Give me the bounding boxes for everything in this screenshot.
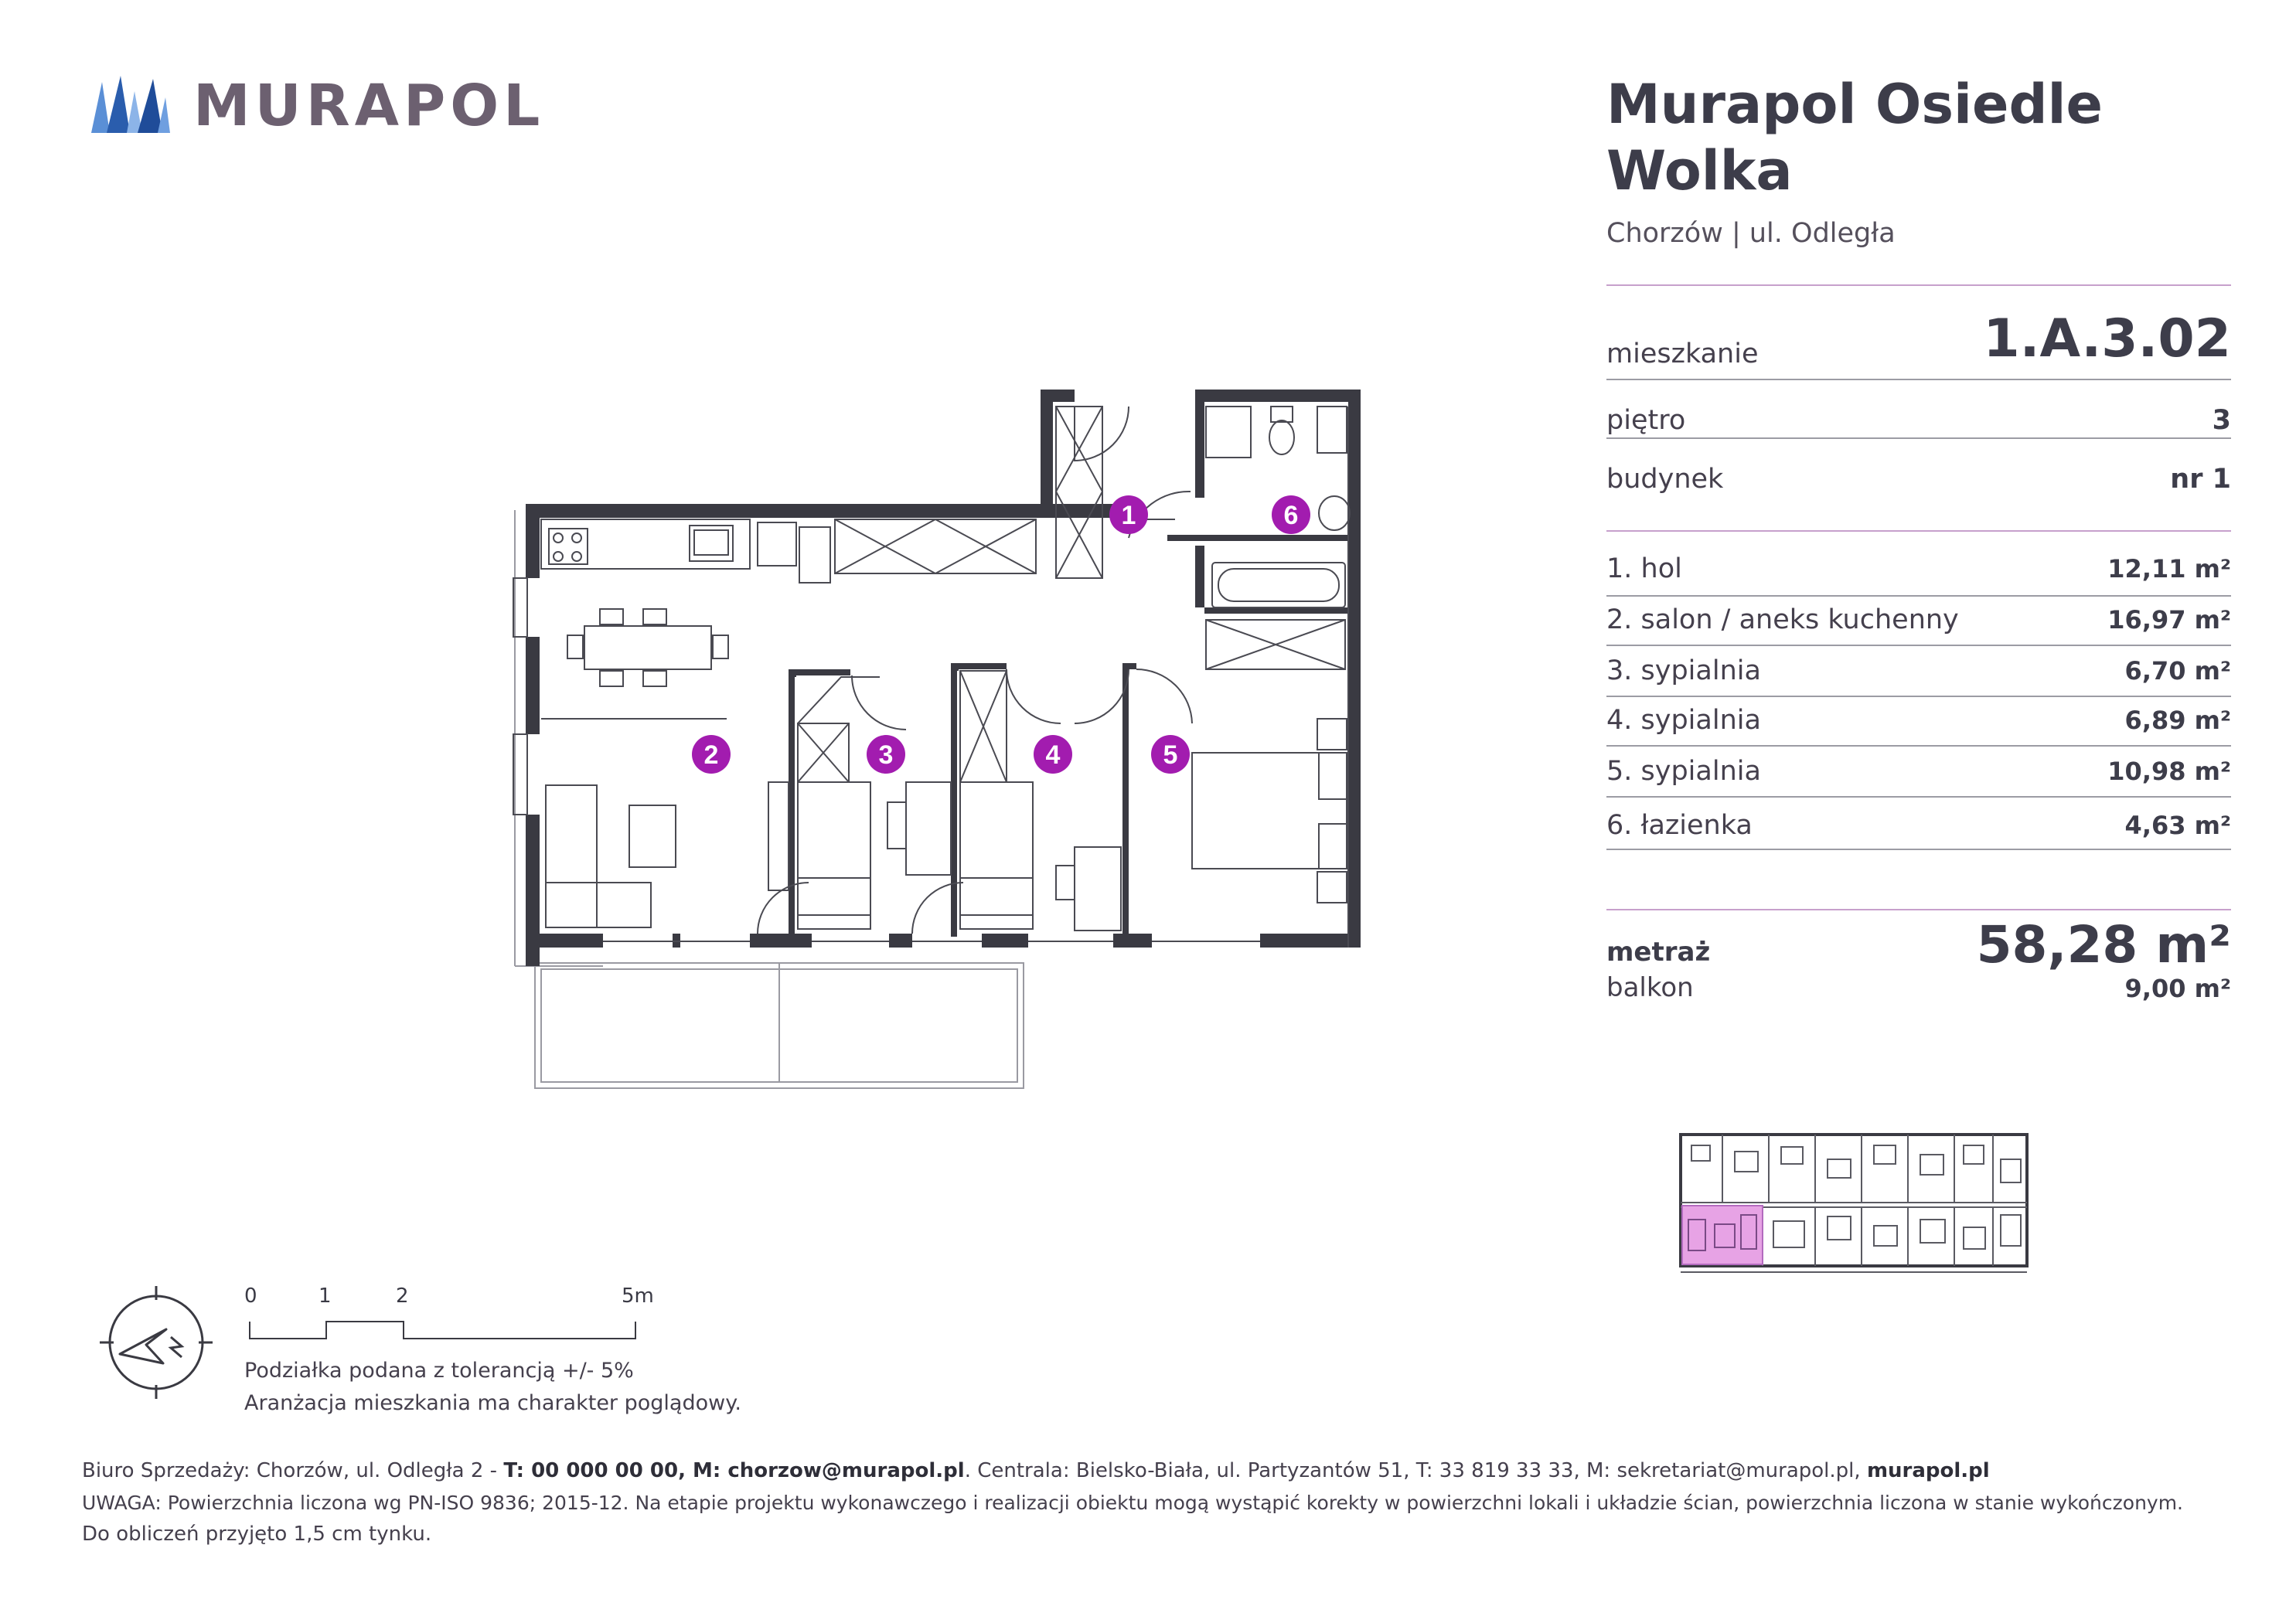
bed <box>960 782 1033 929</box>
building-row <box>1606 445 2231 495</box>
floor-label: piętro <box>1606 405 1686 436</box>
room-name: 2. salon / aneks kuchenny <box>1606 604 1959 635</box>
scale-bar <box>244 1284 677 1362</box>
footer-note: UWAGA: Powierzchnia liczona wg PN-ISO 9836; 2015-12. Na etapie projektu wykonawczego i realizacji obiektu mogą wystąpić korekty w powierzchni lokali i układzie ścian, powierzchnia liczona w stanie wykończonym. <box>82 1492 2184 1514</box>
room-marker-3 <box>867 735 905 774</box>
scale-tick-label: 1 <box>319 1284 332 1308</box>
footer-website-link[interactable]: murapol.pl <box>1866 1459 1990 1482</box>
room-area: 16,97 m² <box>2107 605 2231 635</box>
building-key-plan <box>1676 1128 2032 1291</box>
room-marker-5 <box>1151 735 1190 774</box>
apartment-number-row <box>1606 308 2231 369</box>
room-marker-2 <box>692 735 731 774</box>
balcony-area-value: 9,00 m² <box>2124 974 2231 1003</box>
scale-tolerance-note: Podziałka podana z tolerancją +/- 5% <box>244 1359 634 1383</box>
marker-label: 1 <box>1121 501 1136 530</box>
bed <box>798 782 870 929</box>
room-name: 4. sypialnia <box>1606 705 1761 736</box>
sofa <box>546 785 597 927</box>
room-area: 6,89 m² <box>2124 706 2231 735</box>
floor-value: 3 <box>2212 405 2231 436</box>
project-address: Chorzów | ul. Odległa <box>1606 218 1896 249</box>
divider <box>1606 530 2231 532</box>
dining-table <box>584 626 711 669</box>
room-area: 4,63 m² <box>2124 811 2231 840</box>
room-row <box>1606 595 2231 645</box>
room-row <box>1606 801 2231 850</box>
floor-row <box>1606 386 2231 436</box>
divider <box>1606 796 2231 798</box>
divider <box>1606 284 2231 286</box>
room-area: 6,70 m² <box>2124 656 2231 686</box>
total-area-value: 58,28 m² <box>1976 915 2231 975</box>
footer-office-contact[interactable]: T: 00 000 00 00, M: chorzow@murapol.pl <box>503 1459 965 1482</box>
room-name: 5. sypialnia <box>1606 756 1761 787</box>
room-row <box>1606 747 2231 796</box>
room-marker-4 <box>1034 735 1072 774</box>
project-title <box>1606 71 2225 204</box>
divider <box>1606 849 2231 850</box>
project-title-line1: Murapol Osiedle <box>1606 73 2104 136</box>
marker-label: 3 <box>878 740 894 770</box>
divider <box>1606 437 2231 439</box>
walls <box>526 390 1361 966</box>
sink <box>1319 496 1350 530</box>
footer-office: Biuro Sprzedaży: Chorzów, ul. Odległa 2 - <box>82 1459 504 1482</box>
north-arrow-icon <box>97 1283 216 1403</box>
logo-wordmark: MURAPOL <box>193 73 545 139</box>
building-label: budynek <box>1606 464 1724 495</box>
building-value: nr 1 <box>2170 464 2231 495</box>
room-row <box>1606 544 2231 594</box>
double-bed <box>1192 753 1347 869</box>
room-row <box>1606 696 2231 745</box>
total-area-label: metraż <box>1606 937 1711 968</box>
room-area: 10,98 m² <box>2107 757 2231 786</box>
room-name: 3. sypialnia <box>1606 655 1761 686</box>
scale-tick-label: 2 <box>396 1284 409 1308</box>
footer-note-plaster: Do obliczeń przyjęto 1,5 cm tynku. <box>82 1523 432 1546</box>
marker-label: 6 <box>1283 501 1299 530</box>
apartment-number: 1.A.3.02 <box>1983 308 2231 369</box>
divider <box>1606 909 2231 910</box>
marker-label: 4 <box>1045 740 1061 770</box>
footer-contact <box>82 1459 1990 1482</box>
apartment-label: mieszkanie <box>1606 339 1759 369</box>
scale-tick-label: 5m <box>622 1284 654 1308</box>
room-marker-6 <box>1272 495 1310 534</box>
room-area: 12,11 m² <box>2107 554 2231 584</box>
arrangement-note: Aranżacja mieszkania ma charakter poglądowy. <box>244 1391 741 1415</box>
divider <box>1606 379 2231 380</box>
balcony-label: balkon <box>1606 972 1694 1003</box>
murapol-logo-icon <box>91 76 170 133</box>
room-marker-1 <box>1109 495 1148 534</box>
room-name: 6. łazienka <box>1606 810 1753 841</box>
footer-hq: . Centrala: Bielsko-Biała, ul. Partyzantów 51, T: 33 819 33 33, M: sekretariat@murapol.pl, <box>964 1459 1867 1482</box>
toilet <box>1269 420 1294 454</box>
floor-plan <box>502 383 1392 1102</box>
room-name: 1. hol <box>1606 553 1682 584</box>
room-row <box>1606 646 2231 696</box>
marker-label: 5 <box>1163 740 1178 770</box>
scale-tick-label: 0 <box>244 1284 257 1308</box>
marker-label: 2 <box>703 740 719 770</box>
project-title-line2: Wolka <box>1606 139 1793 202</box>
